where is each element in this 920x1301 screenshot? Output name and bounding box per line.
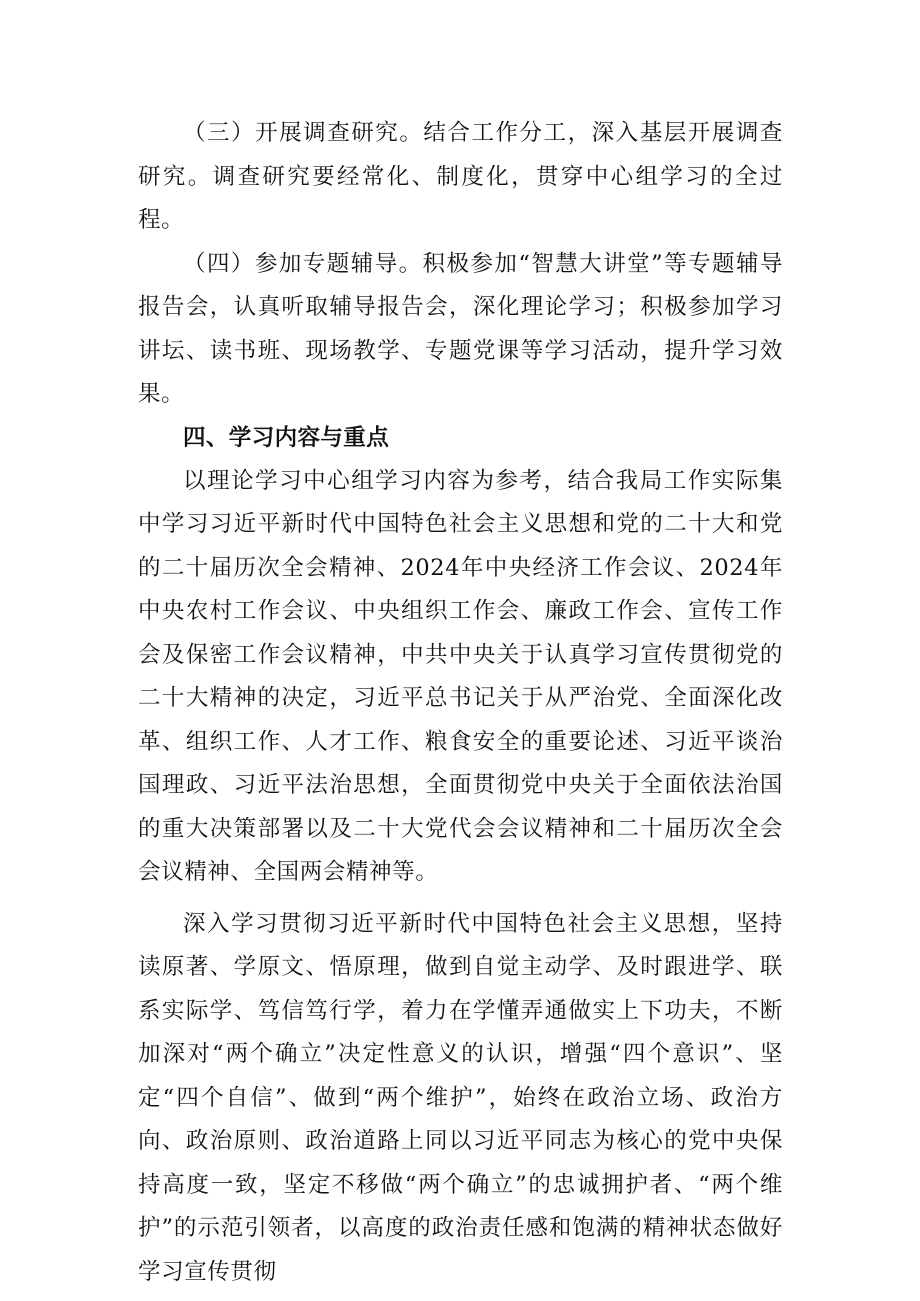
document-page	[138, 112, 783, 1294]
paragraph-study-content: 以理论学习中心组学习内容为参考，结合我局工作实际集中学习习近平新时代中国特色社会主义思想和党的二十大和党的二十届历次全会精神、2024年中央经济工作会议、2024年中央农村工作会议、中央组织工作会、廉政工作会、宣传工作会及保密工作会议精神，中共中央关于认真学习宣传贯彻党的二十大精神的决定，习近平总书记关于从严治党、全面深化改革、组织工作、人才工作、粮食安全的重要论述、习近平谈治国理政、习近平法治思想，全面贯彻党中央关于全面依法治国的重大决策部署以及二十大党代会会议精神和二十届历次全会会议精神、全国两会精神等。	[138, 467, 783, 885]
paragraph-study-focus: 深入学习贯彻习近平新时代中国特色社会主义思想，坚持读原著、学原文、悟原理，做到自觉主动学、及时跟进学、联系实际学、笃信笃行学，着力在学懂弄通做实上下功夫，不断加深对“两个确立”决定性意义的认识，增强“四个意识”、坚定“四个自信”、做到“两个维护”，始终在政治立场、政治方向、政治原则、政治道路上同以习近平同志为核心的党中央保持高度一致，坚定不移做“两个确立”的忠诚拥护者、“两个维护”的示范引领者，以高度的政治责任感和饱满的精神状态做好学习宣传贯彻	[138, 910, 783, 1285]
section-heading-4: 四、学习内容与重点	[183, 424, 390, 451]
paragraph-tutorial: （四）参加专题辅导。积极参加“智慧大讲堂”等专题辅导报告会，认真听取辅导报告会，深化理论学习；积极参加学习讲坛、读书班、现场教学、专题党课等学习活动，提升学习效果。	[138, 250, 783, 407]
paragraph-research: （三）开展调查研究。结合工作分工，深入基层开展调查研究。调查研究要经常化、制度化，贯穿中心组学习的全过程。	[138, 120, 783, 233]
